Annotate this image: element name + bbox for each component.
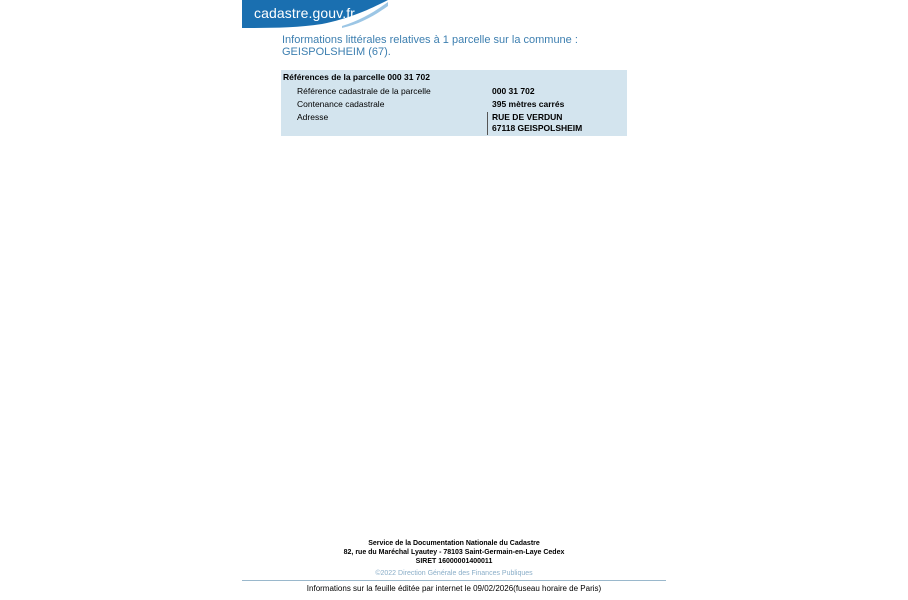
page-heading	[282, 34, 612, 58]
heading-line-1: Informations littérales relatives à 1 parcelle sur la commune :	[282, 34, 578, 46]
parcel-references-box	[281, 70, 627, 136]
address-street: RUE DE VERDUN	[492, 112, 563, 122]
footer-divider	[242, 580, 666, 581]
address-separator	[487, 112, 488, 135]
heading-line-2: GEISPOLSHEIM (67).	[282, 46, 391, 58]
reference-label: Référence cadastrale de la parcelle	[297, 86, 431, 96]
area-label: Contenance cadastrale	[297, 99, 385, 109]
address-city: 67118 GEISPOLSHEIM	[492, 123, 583, 133]
parcel-references-title: Références de la parcelle 000 31 702	[283, 72, 430, 82]
footer-copyright: ©2022 Direction Générale des Finances Publiques	[375, 570, 533, 577]
address-label: Adresse	[297, 112, 329, 122]
cadastre-logo[interactable]	[242, 0, 388, 28]
footer-edition-note: Informations sur la feuille éditée par internet le 09/02/2026(fuseau horaire de Paris)	[306, 584, 602, 593]
reference-value: 000 31 702	[492, 86, 535, 96]
logo-text: cadastre.gouv.fr	[254, 5, 355, 21]
footer-service: Service de la Documentation Nationale du Cadastre	[368, 540, 540, 547]
footer-siret: SIRET 16000001400011	[415, 558, 493, 565]
footer-address: 82, rue du Maréchal Lyautey - 78103 Saint-Germain-en-Laye Cedex	[343, 549, 565, 556]
area-value: 395 mètres carrés	[492, 99, 565, 109]
